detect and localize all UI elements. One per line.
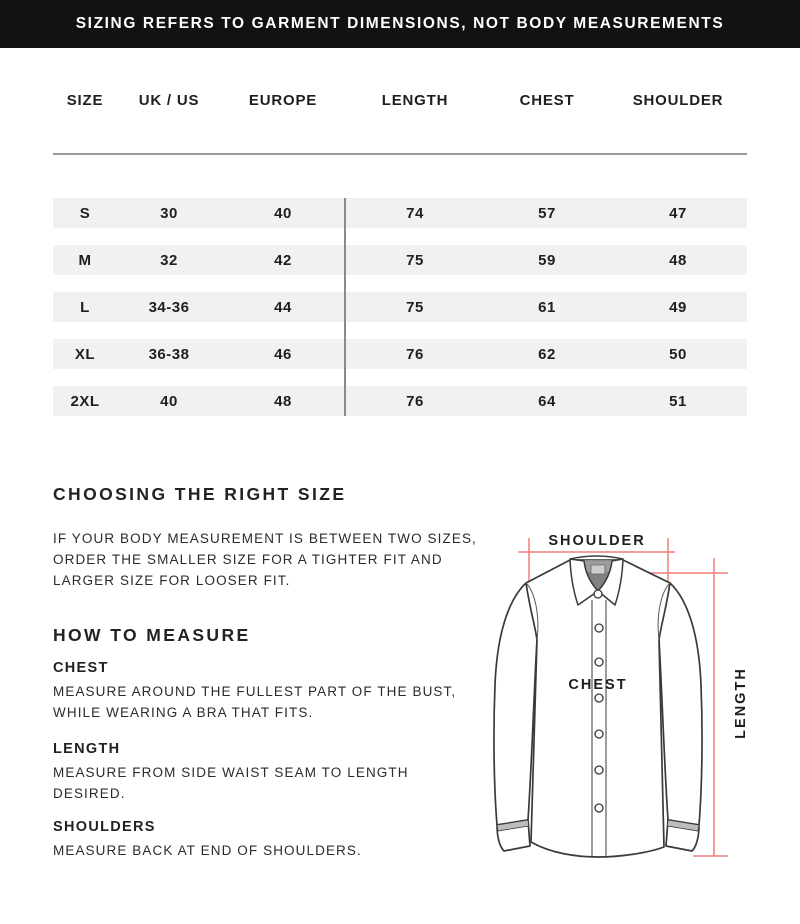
cell-europe: 46 xyxy=(274,345,292,363)
cell-uk-us: 34-36 xyxy=(148,298,190,316)
col-chest: CHEST xyxy=(519,92,575,109)
measure-chest-body: MEASURE AROUND THE FULLEST PART OF THE BUST, WHILE WEARING A BRA THAT FITS. xyxy=(53,684,457,720)
cell-europe: 42 xyxy=(274,251,292,269)
size-table-header xyxy=(53,92,747,109)
cell-length: 76 xyxy=(406,345,424,363)
col-shoulder: SHOULDER xyxy=(632,92,724,109)
choosing-size-heading: CHOOSING THE RIGHT SIZE xyxy=(53,484,347,504)
cell-size: M xyxy=(78,251,92,269)
measure-length-title: LENGTH xyxy=(53,741,121,757)
cell-size: L xyxy=(80,298,90,316)
cell-chest: 61 xyxy=(538,298,556,316)
cell-size: S xyxy=(79,204,91,222)
cell-shoulder: 49 xyxy=(669,298,687,316)
shirt-illustration xyxy=(494,556,702,857)
shirt-diagram-svg xyxy=(480,520,780,870)
cell-uk-us: 36-38 xyxy=(148,345,190,363)
col-europe: EUROPE xyxy=(248,92,318,109)
choosing-size-body: IF YOUR BODY MEASUREMENT IS BETWEEN TWO SIZES, ORDER THE SMALLER SIZE FOR A TIGHTER FIT AND LARGER SIZE FOR LOOSER FIT. xyxy=(53,531,477,588)
table-row-m xyxy=(53,245,747,275)
table-row-s xyxy=(53,198,747,228)
cell-shoulder: 51 xyxy=(669,392,687,410)
cell-europe: 44 xyxy=(274,298,292,316)
cell-shoulder: 50 xyxy=(669,345,687,363)
cell-size: 2XL xyxy=(70,392,100,410)
top-banner xyxy=(0,0,800,48)
table-row-2xl xyxy=(53,386,747,416)
cell-length: 74 xyxy=(406,204,424,222)
table-row-xl xyxy=(53,339,747,369)
cell-chest: 57 xyxy=(538,204,556,222)
col-size: SIZE xyxy=(66,92,104,109)
cell-uk-us: 40 xyxy=(160,392,178,410)
cell-chest: 62 xyxy=(538,345,556,363)
cell-uk-us: 30 xyxy=(160,204,178,222)
col-uk-us: UK / US xyxy=(138,92,200,109)
cell-uk-us: 32 xyxy=(160,251,178,269)
cell-size: XL xyxy=(74,345,96,363)
cell-shoulder: 48 xyxy=(669,251,687,269)
how-to-measure-heading: HOW TO MEASURE xyxy=(53,625,251,645)
cell-shoulder: 47 xyxy=(669,204,687,222)
chest-dimension-label: CHEST xyxy=(568,677,628,693)
measure-chest-title: CHEST xyxy=(53,660,109,676)
header-rule xyxy=(53,153,747,155)
table-column-divider xyxy=(344,198,346,416)
length-dimension-label: LENGTH xyxy=(733,667,749,739)
cell-length: 75 xyxy=(406,251,424,269)
measure-shoulders-body: MEASURE BACK AT END OF SHOULDERS. xyxy=(53,843,362,858)
measure-length-body: MEASURE FROM SIDE WAIST SEAM TO LENGTH DESIRED. xyxy=(53,765,409,801)
cell-length: 75 xyxy=(406,298,424,316)
size-table-body xyxy=(53,198,747,433)
cell-europe: 40 xyxy=(274,204,292,222)
shirt-measurement-diagram xyxy=(480,520,780,870)
banner-text: SIZING REFERS TO GARMENT DIMENSIONS, NOT BODY MEASUREMENTS xyxy=(75,15,725,32)
col-length: LENGTH xyxy=(381,92,449,109)
table-row-l xyxy=(53,292,747,322)
cell-chest: 64 xyxy=(538,392,556,410)
measure-shoulders-title: SHOULDERS xyxy=(53,819,156,835)
cell-europe: 48 xyxy=(274,392,292,410)
shoulder-dimension-label: SHOULDER xyxy=(548,533,646,549)
cell-length: 76 xyxy=(406,392,424,410)
cell-chest: 59 xyxy=(538,251,556,269)
